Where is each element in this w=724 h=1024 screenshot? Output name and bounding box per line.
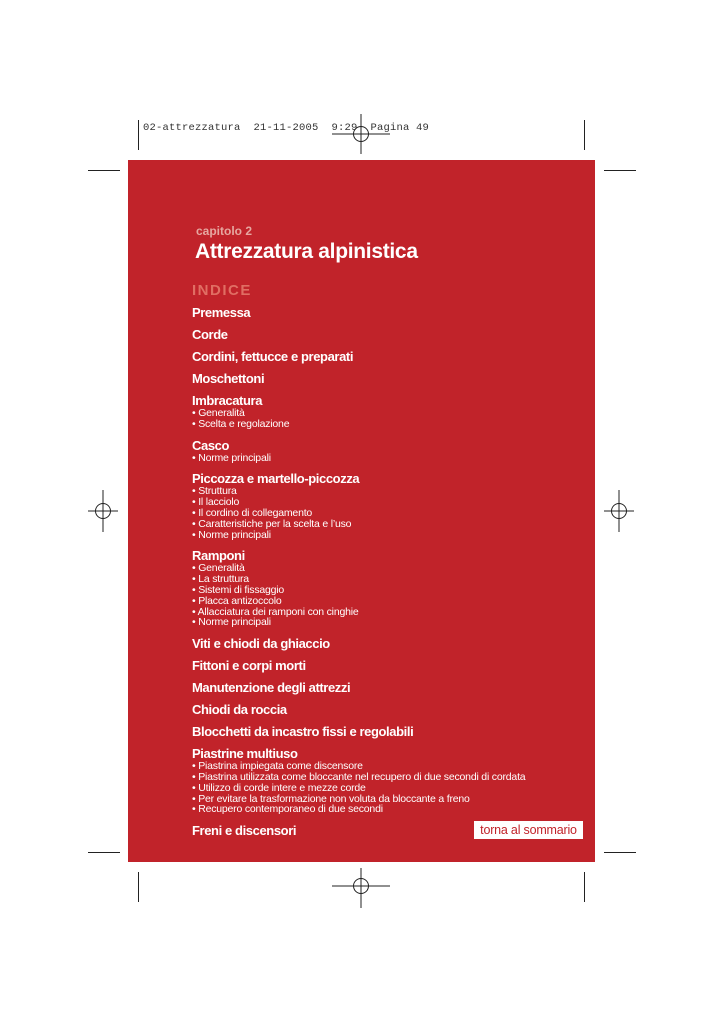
toc-subitem[interactable]: • Per evitare la trasformazione non voluta da bloccante a freno xyxy=(192,792,470,805)
crop-mark-top-right-horizontal xyxy=(604,170,636,171)
toc-subitem[interactable]: • Recupero contemporaneo di due secondi xyxy=(192,803,383,816)
back-to-summary-button[interactable]: torna al sommario xyxy=(474,821,583,839)
toc-entry-title[interactable]: Premessa xyxy=(192,305,251,320)
printer-slug-line: 02-attrezzatura 21-11-2005 9:29 Pagina 49 xyxy=(143,122,430,134)
toc-subitem-list xyxy=(192,408,592,430)
toc-entry-title[interactable]: Ramponi xyxy=(192,548,245,564)
registration-mark-left xyxy=(88,490,118,532)
toc-entry[interactable] xyxy=(192,394,592,430)
crop-mark-bottom-right-horizontal xyxy=(604,852,636,853)
toc-entry[interactable] xyxy=(192,637,592,651)
toc-entry[interactable] xyxy=(192,472,592,540)
registration-mark-right xyxy=(604,490,634,532)
toc-entry-title[interactable]: Viti e chiodi da ghiaccio xyxy=(192,636,330,652)
toc-subitem-list xyxy=(192,453,592,464)
toc-entry-title[interactable]: Chiodi da roccia xyxy=(192,702,287,718)
toc-subitem[interactable]: • Placca antizoccolo xyxy=(192,594,282,607)
crop-mark-top-right-vertical xyxy=(584,120,585,150)
toc-entry[interactable] xyxy=(192,549,592,628)
chapter-title: Attrezzatura alpinistica xyxy=(195,240,418,263)
toc-entry-title[interactable]: Corde xyxy=(192,327,228,342)
toc-subitem[interactable]: • Sistemi di fissaggio xyxy=(192,583,285,596)
toc-subitem[interactable]: • Caratteristiche per la scelta e l’uso xyxy=(192,517,352,530)
toc-subitem[interactable]: • Scelta e regolazione xyxy=(192,417,290,430)
toc-entry-title[interactable]: Cordini, fettucce e preparati xyxy=(192,349,354,364)
toc-entry[interactable] xyxy=(192,328,592,342)
table-of-contents xyxy=(192,306,592,846)
toc-entry[interactable] xyxy=(192,372,592,386)
toc-entry-title[interactable]: Fittoni e corpi morti xyxy=(192,658,306,674)
toc-subitem[interactable]: • Il cordino di collegamento xyxy=(192,506,313,519)
toc-entry-title[interactable]: Piastrine multiuso xyxy=(192,746,298,762)
toc-entry-title[interactable]: Manutenzione degli attrezzi xyxy=(192,680,351,696)
toc-subitem[interactable]: • Allacciatura dei ramponi con cinghie xyxy=(192,605,359,618)
toc-entry[interactable] xyxy=(192,350,592,364)
registration-mark-top xyxy=(332,114,390,154)
toc-subitem[interactable]: • Struttura xyxy=(192,485,237,498)
toc-entry[interactable] xyxy=(192,681,592,695)
crop-mark-top-left-horizontal xyxy=(88,170,120,171)
toc-subitem[interactable]: • Il lacciolo xyxy=(192,496,240,509)
index-heading: INDICE xyxy=(192,282,252,299)
crop-mark-bottom-left-horizontal xyxy=(88,852,120,853)
registration-mark-bottom xyxy=(332,868,390,908)
toc-entry-title[interactable]: Piccozza e martello-piccozza xyxy=(192,471,360,487)
chapter-panel xyxy=(128,160,595,862)
crop-mark-bottom-right-vertical xyxy=(584,872,585,902)
toc-subitem[interactable]: • Piastrina impiegata come discensore xyxy=(192,760,363,773)
toc-entry[interactable] xyxy=(192,439,592,464)
toc-entry[interactable] xyxy=(192,659,592,673)
toc-entry-title[interactable]: Casco xyxy=(192,437,230,453)
toc-entry-title[interactable]: Imbracatura xyxy=(192,393,263,408)
toc-subitem[interactable]: • Piastrina utilizzata come bloccante nel recupero di due secondi di cordata xyxy=(192,770,526,783)
toc-subitem[interactable]: • Utilizzo di corde intere e mezze corde xyxy=(192,781,366,794)
toc-entry[interactable] xyxy=(192,703,592,717)
toc-subitem[interactable]: • La struttura xyxy=(192,573,249,586)
toc-entry-title[interactable]: Moschettoni xyxy=(192,371,265,386)
toc-entry-title[interactable]: Blocchetti da incastro fissi e regolabili xyxy=(192,724,414,740)
toc-subitem[interactable]: • Norme principali xyxy=(192,616,271,629)
toc-subitem[interactable]: • Generalità xyxy=(192,562,245,575)
toc-subitem-list xyxy=(192,563,592,628)
toc-subitem[interactable]: • Norme principali xyxy=(192,451,271,464)
toc-entry[interactable] xyxy=(192,725,592,739)
crop-mark-top-left-vertical xyxy=(138,120,139,150)
toc-entry[interactable] xyxy=(192,306,592,320)
toc-entry-title[interactable]: Freni e discensori xyxy=(192,823,297,839)
toc-subitem-list xyxy=(192,761,592,815)
toc-entry[interactable] xyxy=(192,747,592,815)
chapter-label: capitolo 2 xyxy=(196,224,253,238)
toc-subitem[interactable]: • Generalità xyxy=(192,407,245,419)
toc-subitem-list xyxy=(192,486,592,540)
toc-subitem[interactable]: • Norme principali xyxy=(192,528,271,541)
crop-mark-bottom-left-vertical xyxy=(138,872,139,902)
